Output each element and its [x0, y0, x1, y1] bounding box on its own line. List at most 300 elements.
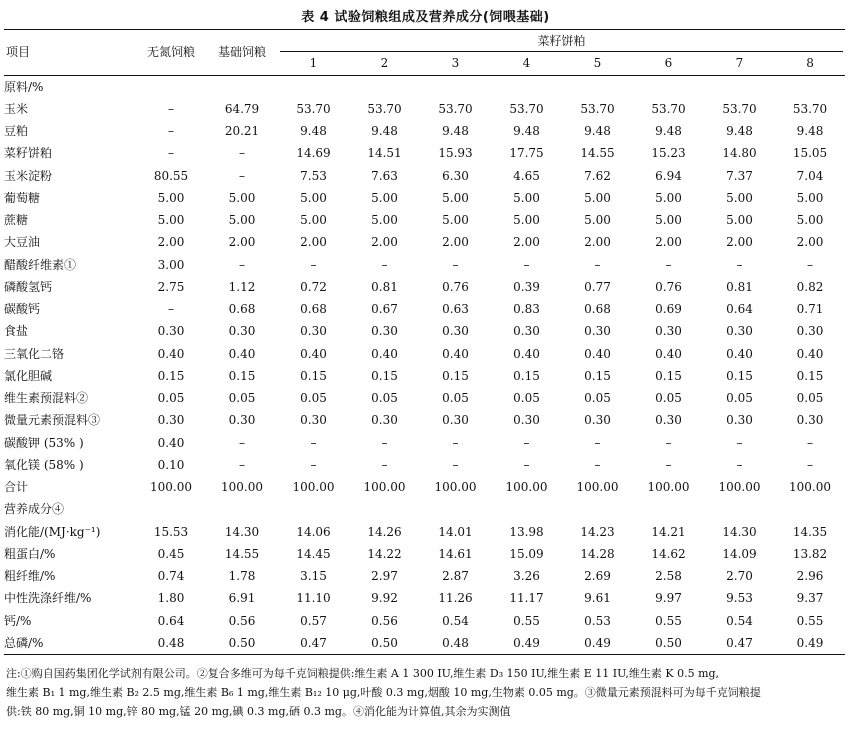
table-cell: 0.54 [442, 613, 469, 628]
table-cell: 5.00 [157, 190, 185, 205]
table-cell: 0.48 [136, 632, 206, 655]
table-cell [775, 75, 845, 98]
table-cell: 7.62 [584, 168, 611, 183]
table-cell: 14.06 [296, 524, 331, 539]
table-cell: – [523, 457, 530, 472]
table-cell: 0.71 [796, 302, 824, 317]
table-cell: 5.00 [442, 190, 469, 205]
table-cell: – [665, 257, 672, 272]
table-cell: 9.48 [584, 124, 611, 139]
table-cell: 7.53 [300, 168, 327, 183]
table-cell: 0.15 [300, 368, 327, 383]
table-cell: 0.48 [420, 632, 491, 655]
table-cell [206, 75, 278, 98]
table-cell: 0.05 [157, 391, 185, 406]
table-row [4, 476, 845, 498]
table-row [4, 120, 845, 142]
table-cell: 0.15 [157, 368, 185, 383]
table-cell: 0.05 [300, 391, 327, 406]
table-cell: 13.82 [792, 546, 828, 561]
table-cell: 2.00 [513, 235, 540, 250]
header-rapeseed-label: 菜籽饼粕 [280, 31, 843, 52]
table-cell: – [665, 457, 672, 472]
table-cell: 2.75 [157, 279, 185, 294]
header-subcol-8: 8 [775, 52, 845, 75]
table-cell: 0.47 [704, 632, 775, 655]
table-cell: 2.00 [371, 235, 398, 250]
table-cell: 2.00 [655, 235, 682, 250]
table-cell: 0.76 [442, 279, 469, 294]
table-row [4, 231, 845, 253]
header-subcol-3: 3 [420, 52, 491, 75]
table-cell [136, 75, 206, 98]
table-cell: 100.00 [789, 480, 831, 495]
table-cell: 7.37 [726, 168, 753, 183]
table-cell: 0.30 [300, 324, 327, 339]
row-label: 氧化镁 (58% ) [4, 457, 84, 472]
table-cell: 53.70 [792, 101, 828, 116]
table-cell: 6.91 [228, 591, 256, 606]
table-cell: 1.80 [157, 591, 185, 606]
header-subcol-1: 1 [278, 52, 349, 75]
table-cell: 0.53 [584, 613, 611, 628]
table-cell: 9.53 [726, 591, 753, 606]
table-cell: – [594, 457, 601, 472]
table-cell: 5.00 [513, 190, 540, 205]
table-cell: 0.15 [513, 368, 540, 383]
table-cell [420, 498, 491, 520]
table-cell [704, 75, 775, 98]
table-cell: 0.05 [655, 391, 682, 406]
table-cell: 0.30 [442, 413, 469, 428]
table-cell: – [381, 257, 388, 272]
table-cell: 5.00 [371, 190, 398, 205]
table-body [4, 75, 845, 655]
table-cell: 0.40 [726, 346, 753, 361]
table-cell: 14.01 [438, 524, 473, 539]
table-cell: 14.45 [296, 546, 331, 561]
table-cell: 7.04 [796, 168, 824, 183]
row-label: 葡萄糖 [4, 190, 41, 205]
table-cell: 0.30 [371, 413, 398, 428]
table-cell: – [310, 435, 317, 450]
table-cell [633, 498, 704, 520]
table-cell: – [239, 257, 245, 272]
table-cell: 2.00 [228, 235, 256, 250]
table-cell: 0.69 [655, 302, 682, 317]
table-cell: 5.00 [726, 190, 753, 205]
table-cell: – [239, 146, 245, 161]
table-cell: – [452, 257, 459, 272]
table-cell: 9.48 [371, 124, 398, 139]
table-cell: 0.50 [206, 632, 278, 655]
table-cell: 53.70 [722, 101, 757, 116]
table-cell: 0.30 [584, 324, 611, 339]
table-cell: 0.05 [584, 391, 611, 406]
table-row [4, 98, 845, 120]
table-cell: 100.00 [363, 480, 406, 495]
table-cell: – [381, 457, 388, 472]
table-cell: 0.30 [371, 324, 398, 339]
table-cell: 0.30 [726, 413, 753, 428]
table-cell [633, 75, 704, 98]
table-row [4, 387, 845, 409]
table-cell: 0.55 [513, 613, 540, 628]
table-row [4, 610, 845, 632]
table-row [4, 565, 845, 587]
table-cell: 9.48 [655, 124, 682, 139]
table-cell: 0.15 [371, 368, 398, 383]
table-cell [206, 498, 278, 520]
table-cell [562, 75, 633, 98]
table-cell: 53.70 [438, 101, 473, 116]
table-row [4, 432, 845, 454]
table-cell: 0.76 [655, 279, 682, 294]
table-cell: 7.63 [371, 168, 398, 183]
table-cell: 100.00 [292, 480, 335, 495]
table-cell: 53.70 [651, 101, 686, 116]
table-cell [278, 498, 349, 520]
table-row [4, 298, 845, 320]
table-cell: 2.00 [726, 235, 753, 250]
table-cell: 2.96 [796, 569, 824, 584]
row-label: 营养成分④ [4, 502, 65, 517]
table-cell: 2.00 [584, 235, 611, 250]
table-cell: 0.15 [796, 368, 824, 383]
table-cell: 100.00 [434, 480, 477, 495]
table-cell: 5.00 [228, 213, 256, 228]
table-cell: 100.00 [576, 480, 619, 495]
table-cell [704, 498, 775, 520]
table-cell: 0.81 [726, 279, 753, 294]
table-cell: 53.70 [367, 101, 402, 116]
table-cell: 9.48 [300, 124, 327, 139]
row-label: 三氧化二铬 [4, 346, 65, 361]
table-row [4, 343, 845, 365]
table-cell: – [665, 435, 672, 450]
table-cell: 0.30 [513, 413, 540, 428]
table-cell: 2.00 [300, 235, 327, 250]
table-cell [136, 498, 206, 520]
table-cell: 9.61 [584, 591, 611, 606]
table-cell: 0.50 [349, 632, 420, 655]
table-cell: 0.15 [442, 368, 469, 383]
table-cell: 13.98 [509, 524, 544, 539]
table-cell: 0.05 [513, 391, 540, 406]
table-cell: – [168, 302, 174, 317]
diet-composition-table [4, 29, 845, 655]
table-cell: 0.30 [157, 413, 185, 428]
table-cell: 3.26 [513, 569, 540, 584]
table-cell: 0.55 [796, 613, 824, 628]
row-label: 维生素预混料② [4, 391, 89, 406]
table-cell: 0.30 [157, 324, 185, 339]
table-cell: 9.48 [442, 124, 469, 139]
table-cell: – [594, 435, 601, 450]
table-row [4, 543, 845, 565]
table-cell: 5.00 [655, 190, 682, 205]
table-cell: 0.39 [513, 279, 540, 294]
table-cell: 15.53 [153, 524, 189, 539]
table-cell: 2.97 [371, 569, 398, 584]
table-cell: 14.55 [224, 546, 260, 561]
table-cell: 0.74 [157, 569, 185, 584]
table-cell: 2.00 [157, 235, 185, 250]
table-cell: 0.30 [796, 413, 824, 428]
table-cell: 0.68 [584, 302, 611, 317]
table-cell: – [807, 435, 813, 450]
table-cell: – [736, 257, 743, 272]
table-row [4, 165, 845, 187]
table-cell [491, 498, 562, 520]
table-cell: 0.54 [726, 613, 753, 628]
row-label: 粗蛋白/% [4, 546, 56, 561]
table-cell: – [452, 435, 459, 450]
table-cell: 100.00 [647, 480, 690, 495]
table-cell: 5.00 [796, 190, 824, 205]
table-cell: – [310, 457, 317, 472]
row-label: 玉米 [4, 101, 29, 116]
table-cell: 0.82 [796, 279, 824, 294]
table-cell: 0.40 [371, 346, 398, 361]
table-cell: 0.30 [513, 324, 540, 339]
table-cell: – [736, 457, 743, 472]
table-cell: 14.23 [580, 524, 615, 539]
table-cell: 0.83 [513, 302, 540, 317]
table-cell: 14.28 [580, 546, 615, 561]
row-label: 大豆油 [4, 235, 41, 250]
table-cell: – [168, 124, 174, 139]
table-cell: 0.30 [300, 413, 327, 428]
row-label: 微量元素预混料③ [4, 413, 101, 428]
table-row [4, 632, 845, 655]
table-cell: – [239, 457, 245, 472]
table-cell: 5.00 [228, 190, 256, 205]
table-cell: 6.94 [655, 168, 682, 183]
table-cell: 14.69 [296, 146, 331, 161]
table-cell: 0.77 [584, 279, 611, 294]
table-row [4, 409, 845, 431]
table-row [4, 498, 845, 520]
table-cell: 14.61 [438, 546, 473, 561]
table-row [4, 587, 845, 609]
table-cell: – [239, 168, 245, 183]
table-cell [562, 498, 633, 520]
table-cell: 9.92 [371, 591, 398, 606]
notes-line-1: 注:①购自国药集团化学试剂有限公司。②复合多维可为每千克饲粮提供:维生素 A 1 300 IU,维生素 D₃ 150 IU,维生素 E 11 IU,维生素 K 0.5 mg, [6, 667, 720, 680]
table-cell: 0.15 [655, 368, 682, 383]
row-label: 合计 [4, 480, 29, 495]
table-cell: 20.21 [224, 124, 260, 139]
table-cell: 0.81 [371, 279, 398, 294]
table-row [4, 320, 845, 342]
table-cell: 14.30 [722, 524, 757, 539]
table-cell: 100.00 [505, 480, 548, 495]
table-cell: 0.40 [300, 346, 327, 361]
table-cell: 53.70 [509, 101, 544, 116]
table-cell: 0.49 [491, 632, 562, 655]
table-cell [349, 75, 420, 98]
table-cell: 5.00 [655, 213, 682, 228]
table-cell: 0.64 [157, 613, 185, 628]
table-cell: 15.09 [509, 546, 544, 561]
table-cell: 0.15 [726, 368, 753, 383]
row-label: 氯化胆碱 [4, 368, 53, 383]
table-cell: 0.30 [726, 324, 753, 339]
table-row [4, 365, 845, 387]
table-row [4, 187, 845, 209]
table-cell: – [594, 257, 601, 272]
table-cell: 2.69 [584, 569, 611, 584]
table-cell: 5.00 [584, 213, 611, 228]
table-cell: 15.93 [438, 146, 473, 161]
table-cell: 0.30 [442, 324, 469, 339]
table-cell: 9.97 [655, 591, 682, 606]
row-label: 原料/% [4, 79, 44, 94]
header-subcol-7: 7 [704, 52, 775, 75]
table-cell: 0.30 [655, 324, 682, 339]
table-cell: 0.10 [157, 457, 185, 472]
table-row [4, 454, 845, 476]
row-label: 粗纤维/% [4, 569, 56, 584]
table-cell: – [807, 257, 813, 272]
table-cell: – [452, 457, 459, 472]
table-cell: 11.10 [296, 591, 331, 606]
row-label: 醋酸纤维素① [4, 257, 77, 272]
table-cell: 14.80 [722, 146, 757, 161]
table-cell: 5.00 [796, 213, 824, 228]
row-label: 菜籽饼粕 [4, 146, 53, 161]
table-cell: 11.17 [509, 591, 544, 606]
table-cell: – [310, 257, 317, 272]
table-cell [491, 75, 562, 98]
row-label: 食盐 [4, 324, 29, 339]
table-cell: 14.35 [792, 524, 828, 539]
header-subcol-6: 6 [633, 52, 704, 75]
table-cell: 0.57 [300, 613, 327, 628]
table-cell: 0.05 [228, 391, 256, 406]
table-cell: 2.87 [442, 569, 469, 584]
table-cell: 0.68 [228, 302, 256, 317]
table-cell: 5.00 [584, 190, 611, 205]
table-cell: 5.00 [442, 213, 469, 228]
table-cell: 0.05 [726, 391, 753, 406]
row-label: 钙/% [4, 613, 32, 628]
table-cell: 1.78 [228, 569, 256, 584]
table-cell: 0.30 [584, 413, 611, 428]
table-cell: 5.00 [371, 213, 398, 228]
table-cell: 0.49 [775, 632, 845, 655]
row-label: 碳酸钾 (53% ) [4, 435, 84, 450]
table-cell: 5.00 [726, 213, 753, 228]
table-cell [278, 75, 349, 98]
table-cell: 14.55 [580, 146, 615, 161]
table-cell: 0.40 [228, 346, 256, 361]
header-basal: 基础饲粮 [206, 30, 278, 76]
table-cell: 100.00 [718, 480, 761, 495]
table-cell: 2.00 [442, 235, 469, 250]
table-cell: 0.30 [796, 324, 824, 339]
table-cell: 80.55 [153, 168, 189, 183]
table-cell: 0.40 [584, 346, 611, 361]
table-cell: 14.21 [651, 524, 686, 539]
table-cell: 5.00 [300, 190, 327, 205]
table-cell: 6.30 [442, 168, 469, 183]
table-cell: 2.58 [655, 569, 682, 584]
table-cell: 0.05 [796, 391, 824, 406]
table-cell: 0.30 [228, 324, 256, 339]
table-cell: 5.00 [300, 213, 327, 228]
table-cell: 53.70 [580, 101, 615, 116]
table-cell: – [523, 257, 530, 272]
table-cell: 0.45 [157, 546, 185, 561]
table-cell: 11.26 [438, 591, 473, 606]
table-row [4, 142, 845, 164]
table-cell: – [381, 435, 388, 450]
table-cell: – [807, 457, 813, 472]
header-subcol-5: 5 [562, 52, 633, 75]
table-cell: 0.30 [655, 413, 682, 428]
table-row [4, 75, 845, 98]
table-cell: 14.62 [651, 546, 686, 561]
table-row [4, 209, 845, 231]
table-cell: 0.15 [228, 368, 256, 383]
table-cell: 14.51 [367, 146, 402, 161]
row-label: 豆粕 [4, 124, 29, 139]
header-nitrogen-free: 无氮饲粮 [136, 30, 206, 76]
table-cell: 14.09 [722, 546, 757, 561]
table-cell: 9.48 [726, 124, 753, 139]
table-row [4, 276, 845, 298]
notes-line-2: 维生素 B₁ 1 mg,维生素 B₂ 2.5 mg,维生素 B₆ 1 mg,维生素 B₁₂ 10 μg,叶酸 0.3 mg,烟酸 10 mg,生物素 0.05 mg。③微量元素预混料可为每千克饲粮提 [6, 686, 761, 699]
table-cell: – [168, 101, 174, 116]
header-rapeseed-group [278, 30, 845, 53]
table-cell [349, 498, 420, 520]
table-cell: – [239, 435, 245, 450]
table-cell: – [736, 435, 743, 450]
table-row [4, 521, 845, 543]
table-cell: 2.00 [796, 235, 824, 250]
table-cell: 0.15 [584, 368, 611, 383]
table-caption: 表 4 试验饲粮组成及营养成分(饲喂基础) [301, 10, 550, 25]
table-cell: 5.00 [157, 213, 185, 228]
table-cell: 0.40 [655, 346, 682, 361]
table-cell: 14.30 [224, 524, 260, 539]
table-cell: 100.00 [150, 480, 192, 495]
table-cell [420, 75, 491, 98]
header-subcol-2: 2 [349, 52, 420, 75]
table-cell: 0.67 [371, 302, 398, 317]
table-cell: 64.79 [224, 101, 260, 116]
header-subcol-4: 4 [491, 52, 562, 75]
row-label: 中性洗涤纤维/% [4, 591, 92, 606]
table-cell: 15.05 [792, 146, 828, 161]
table-notes [6, 664, 846, 721]
table-cell: 3.00 [157, 257, 185, 272]
table-cell: 0.40 [513, 346, 540, 361]
table-cell: 5.00 [513, 213, 540, 228]
table-cell: 0.40 [157, 435, 185, 450]
table-cell: 0.05 [442, 391, 469, 406]
table-cell: 0.40 [796, 346, 824, 361]
table-cell: 0.64 [726, 302, 753, 317]
table-cell: 0.49 [562, 632, 633, 655]
table-cell: 0.56 [228, 613, 256, 628]
table-cell: 3.15 [300, 569, 327, 584]
table-cell: 0.56 [371, 613, 398, 628]
row-label: 消化能/(MJ·kg⁻¹) [4, 524, 101, 539]
table-cell: 14.26 [367, 524, 402, 539]
